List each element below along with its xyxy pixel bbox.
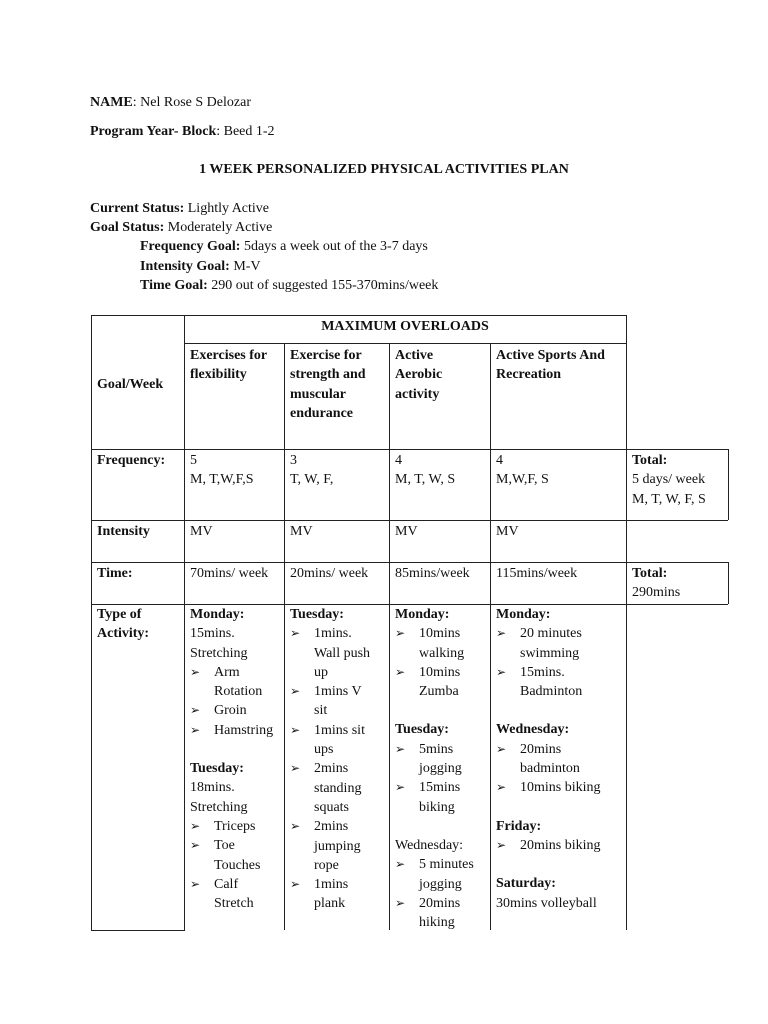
list-item-text: ➢ 20mins biking [520,837,601,853]
list-item-text: plank [314,896,346,912]
name-value: : Nel Rose S Delozar [132,95,251,110]
list-item-text: ➢ 10mins [419,626,461,642]
frequency-goal-value: 5days a week out of the 3-7 days [240,239,428,254]
list-item-text: hiking [419,915,455,931]
col-header-line: activity [395,386,440,402]
sports-activities [496,605,624,913]
intensity-value: MV [190,524,213,539]
col-header-line: Active Sports And [496,348,605,363]
list-item-text: Rotation [214,684,263,700]
list-item-text: ➢ Arm [214,664,240,680]
day-heading: Tuesday: [190,761,244,777]
list-item-text: ➢ 2mins [314,761,349,777]
frequency-label: Frequency: [97,453,166,468]
list-item-text: ➢ Triceps [214,818,256,834]
intensity-goal-label: Intensity Goal: [140,259,230,274]
col-header-line: Aerobic [395,367,443,383]
frequency-count: 3 [290,453,297,468]
col-header-line: flexibility [190,367,247,383]
goal-week-label: Goal/Week [97,377,164,392]
day-heading: Saturday: [496,876,556,892]
list-item-text: ➢ Toe [214,838,235,854]
list-item [395,740,487,779]
col-header-line: strength and [290,367,366,383]
table-border [728,449,729,520]
activity-note: Stretching [190,645,248,661]
list-item [395,663,487,702]
table-border [91,315,92,930]
list-item-text: ➢ 1mins [314,877,349,893]
list-item-text: ➢ 20 minutes [520,626,582,642]
list-item-text: ➢ 2mins [314,819,349,835]
time-total-label: Total: [632,566,668,581]
list-item [190,663,282,702]
list-item [496,663,624,702]
type-label-line: Activity: [97,626,150,642]
list-item-text: Badminton [520,684,583,700]
list-item-text: Touches [214,857,261,873]
frequency-cell [190,451,254,490]
list-item-text: walking [419,645,465,661]
flexibility-activities [190,605,282,913]
list-item-text: ups [314,742,334,758]
frequency-total-line: M, T, W, F, S [632,491,706,507]
time-goal-value: 290 out of suggested 155-370mins/week [207,278,439,293]
list-item-text: ➢ 1mins V [314,684,362,700]
activity-note: Stretching [190,799,248,815]
table-border [389,343,390,930]
list-item-text: Stretch [214,896,254,912]
day-heading: Wednesday: [395,837,464,853]
list-item [190,875,282,914]
frequency-total-label: Total: [632,453,668,468]
time-goal-line [140,277,438,295]
frequency-cell [290,451,333,490]
day-heading: Tuesday: [395,722,449,738]
time-total-value: 290mins [632,585,681,601]
intensity-value: MV [395,524,418,539]
strength-activities [290,605,386,914]
list-item-text: ➢ 10mins [419,664,461,680]
table-border [91,315,626,316]
list-item [290,875,386,914]
list-item [190,701,282,720]
type-label-line: Type of [97,607,142,622]
list-item [190,836,282,875]
list-item [395,894,487,933]
table-border [728,562,729,604]
list-item-text: swimming [520,645,580,661]
max-overloads-heading: MAXIMUM OVERLOADS [321,319,489,334]
list-item [496,836,624,855]
intensity-label: Intensity [97,524,150,539]
col-header-strength [290,346,366,423]
table-border [284,343,285,930]
list-item-text: ➢ 20mins [419,895,461,911]
time-value: 85mins/week [395,566,470,581]
col-header-aerobic [395,346,442,404]
list-item-text: ➢ Calf [214,876,239,892]
type-label [97,605,149,644]
name-line [90,94,251,112]
col-header-sports [496,346,605,385]
list-item [496,740,624,779]
program-value: : Beed 1-2 [216,124,275,139]
list-item-text: ➢ Groin [214,703,247,719]
list-item [290,759,386,817]
time-label: Time: [97,566,133,581]
list-item-text: rope [314,857,339,873]
frequency-total-line: 5 days/ week [632,472,706,488]
table-border [91,520,728,521]
frequency-cell [395,451,455,490]
list-item [290,721,386,760]
day-heading: Wednesday: [496,722,570,738]
intensity-value: MV [496,524,519,539]
activity-note: 18mins. [190,780,235,796]
list-item-text: ➢ 5 minutes [419,857,474,873]
time-value: 20mins/ week [290,566,369,581]
list-item-text: Zumba [419,684,459,700]
day-heading: Monday: [190,607,245,622]
list-item [395,624,487,663]
table-border [626,315,627,930]
time-value: 115mins/week [496,566,578,581]
current-status-value: Lightly Active [184,201,270,216]
col-header-line: Active [395,348,434,363]
frequency-count: 5 [190,453,197,468]
intensity-goal-line [140,258,261,276]
name-label: NAME [90,95,133,110]
list-item-text: ➢ 15mins. [520,664,565,680]
frequency-days: T, W, F, [290,472,334,488]
frequency-count: 4 [395,453,402,468]
table-border [91,449,728,450]
aerobic-activities [395,605,487,932]
frequency-days: M,W,F, S [496,472,549,488]
goal-status-value: Moderately Active [164,220,273,235]
list-item [395,855,487,894]
list-item-text: ➢ 1mins. [314,626,352,642]
list-item [290,624,386,682]
day-heading: Monday: [496,607,551,622]
intensity-goal-value: M-V [229,259,261,274]
list-item-text: ➢ 10mins biking [520,780,601,796]
list-item-text: jogging [419,761,462,777]
list-item-text: ➢ Hamstring [214,722,274,738]
table-border [91,930,185,931]
frequency-days: M, T,W,F,S [190,472,254,488]
col-header-line: Recreation [496,367,562,383]
list-item-text: squats [314,799,349,815]
list-item [496,778,624,797]
frequency-count: 4 [496,453,503,468]
list-item-text: ➢ 1mins sit [314,722,365,738]
page-title: 1 WEEK PERSONALIZED PHYSICAL ACTIVITIES PLAN [199,162,569,177]
table-border [184,343,626,344]
list-item [395,778,487,817]
col-header-line: Exercise for [290,348,362,363]
goal-status-label: Goal Status: [90,220,165,235]
day-heading: Tuesday: [290,607,344,622]
table-border [490,343,491,930]
list-item-text: ➢ 15mins [419,780,461,796]
time-value: 70mins/ week [190,566,269,581]
current-status-label: Current Status: [90,201,185,216]
list-item-text: ➢ 5mins [419,741,454,757]
list-item-text: jumping [314,838,361,854]
goal-status-line [90,219,272,237]
col-header-line: muscular [290,386,346,402]
list-item [190,817,282,836]
activity-note: 30mins volleyball [496,895,597,911]
day-heading: Monday: [395,607,450,622]
frequency-days: M, T, W, S [395,472,456,488]
activity-note: 15mins. [190,626,235,642]
list-item-text: biking [419,799,455,815]
col-header-flexibility [190,346,267,385]
list-item-text: standing [314,780,362,796]
list-item [190,721,282,740]
list-item-text: jogging [419,876,462,892]
col-header-line: Exercises for [190,348,268,363]
list-item-text: sit [314,703,328,719]
list-item-text: up [314,664,328,680]
time-total [632,564,680,603]
day-heading: Friday: [496,818,542,834]
col-header-line: endurance [290,405,353,421]
table-border [91,562,728,563]
frequency-goal-label: Frequency Goal: [140,239,241,254]
list-item-text: badminton [520,761,580,777]
program-label: Program Year- Block [90,124,217,139]
list-item [290,682,386,721]
list-item [496,624,624,663]
frequency-total [632,451,706,509]
program-line [90,123,275,141]
time-goal-label: Time Goal: [140,278,208,293]
frequency-cell [496,451,549,490]
current-status-line [90,200,269,218]
list-item [290,817,386,875]
table-border [184,315,185,930]
frequency-goal-line [140,238,428,256]
list-item-text: ➢ 20mins [520,741,562,757]
list-item-text: Wall push [314,645,371,661]
intensity-value: MV [290,524,313,539]
